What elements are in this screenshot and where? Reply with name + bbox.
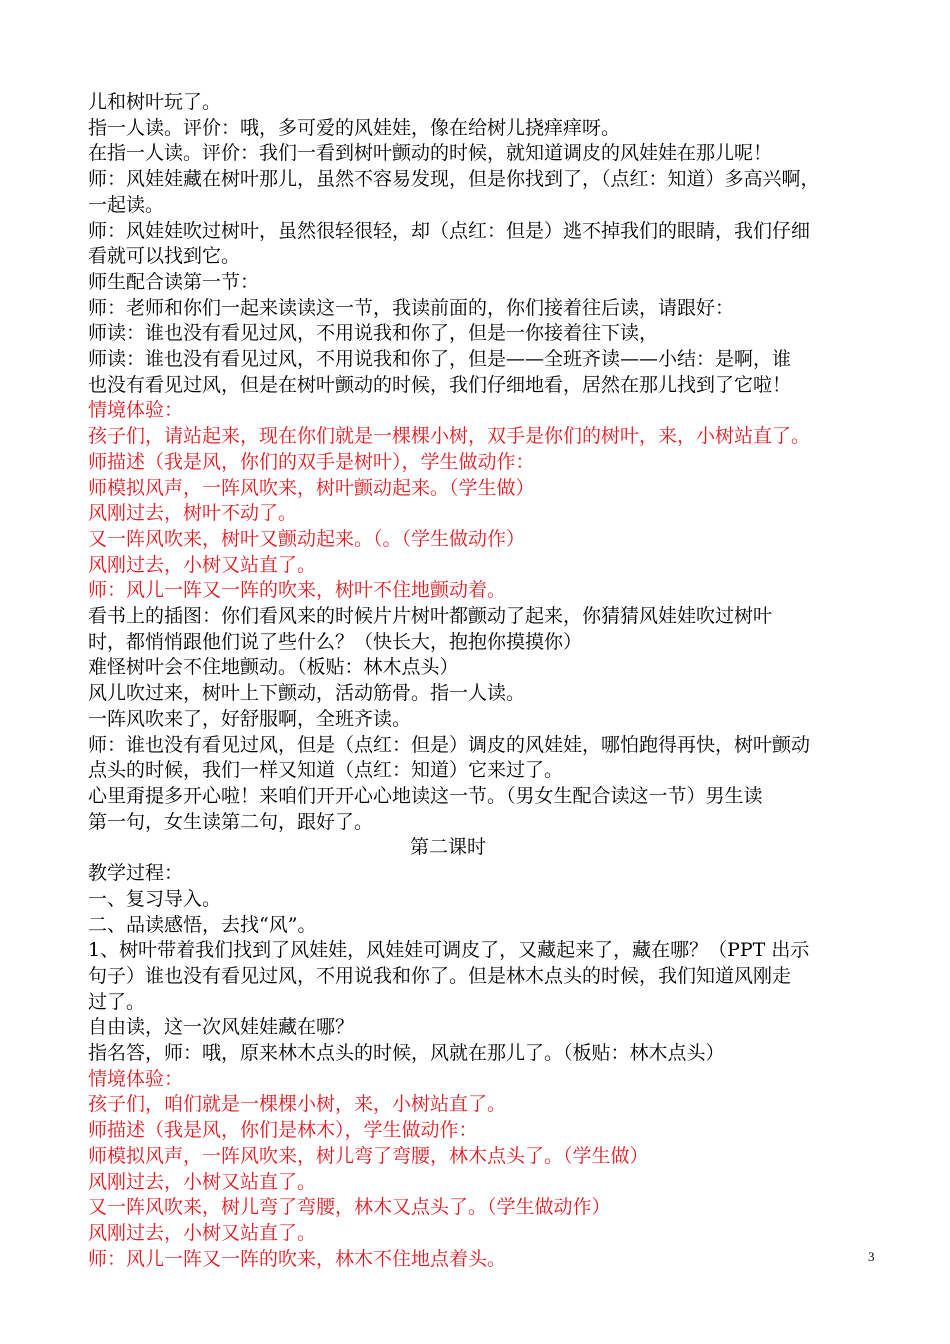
highlighted-text-line: 师描述（我是风，你们是林木），学生做动作： [88, 1119, 478, 1142]
text-line: 指名答，师：哦，原来林木点头的时候，风就在那儿了。（板贴：林木点头） [88, 1042, 725, 1065]
text-line: 风儿吹过来，树叶上下颤动，活动筋骨。指一人读。 [88, 682, 526, 705]
text-line: 时，都悄悄跟他们说了些什么？（快长大，抱抱你摸摸你） [88, 630, 583, 653]
highlighted-text-line: 风刚过去，小树又站直了。 [88, 1170, 317, 1193]
text-line: 看书上的插图：你们看风来的时候片片树叶都颤动了起来，你猜猜风娃娃吹过树叶 [88, 605, 773, 628]
highlighted-text-line: 风刚过去，小树又站直了。 [88, 553, 317, 576]
text-line: 也没有看见过风，但是在树叶颤动的时候，我们仔细地看，居然在那儿找到了它啦！ [88, 373, 792, 396]
highlighted-text-line: 师：风儿一阵又一阵的吹来，树叶不住地颤动着。 [88, 579, 507, 602]
text-line: 师生配合读第一节： [88, 270, 260, 293]
text-line: 第一句，女生读第二句，跟好了。 [88, 810, 374, 833]
highlighted-text-line: 又一阵风吹来，树儿弯了弯腰，林木又点头了。（学生做动作） [88, 1196, 611, 1219]
text-line: 师：老师和你们一起来读读这一节，我读前面的，你们接着往后读，请跟好： [88, 296, 735, 319]
text-line: 看就可以找到它。 [88, 245, 241, 268]
text-line: 二、品读感悟，去找“风”。 [88, 913, 317, 936]
text-line: 句子）谁也没有看见过风，不用说我和你了。但是林木点头的时候，我们知道风刚走 [88, 964, 792, 987]
document-body [88, 90, 898, 1272]
highlighted-text-line: 师描述（我是风，你们的双手是树叶），学生做动作： [88, 450, 535, 473]
highlighted-text-line: 师：风儿一阵又一阵的吹来，林木不住地点着头。 [88, 1247, 507, 1270]
highlighted-text-line: 孩子们，咱们就是一棵棵小树，来，小树站直了。 [88, 1093, 507, 1116]
highlighted-text-line: 孩子们，请站起来，现在你们就是一棵棵小树，双手是你们的树叶，来，小树站直了。 [88, 425, 811, 448]
text-line: 师读：谁也没有看见过风，不用说我和你了，但是——全班齐读——小结：是啊，谁 [88, 348, 792, 371]
text-line: 一起读。 [88, 193, 165, 216]
highlighted-text-line: 师模拟风声，一阵风吹来，树叶颤动起来。（学生做） [88, 476, 535, 499]
text-line: 1、树叶带着我们找到了风娃娃，风娃娃可调皮了，又藏起来了，藏在哪？（PPT 出示 [88, 939, 810, 962]
text-line: 儿和树叶玩了。 [88, 91, 222, 113]
highlighted-text-line: 情境体验： [88, 399, 184, 422]
highlighted-text-line: 风刚过去，小树又站直了。 [88, 1221, 317, 1244]
page-number: 3 [868, 1249, 875, 1264]
text-line: 师读：谁也没有看见过风，不用说我和你了，但是一你接着往下读， [88, 322, 659, 345]
text-line: 自由读，这一次风娃娃藏在哪？ [88, 1016, 355, 1039]
highlighted-text-line: 情境体验： [88, 1067, 184, 1090]
text-line: 教学过程： [88, 862, 184, 885]
text-line: 一阵风吹来了，好舒服啊，全班齐读。 [88, 707, 412, 730]
highlighted-text-line: 师模拟风声，一阵风吹来，树儿弯了弯腰，林木点头了。（学生做） [88, 1144, 649, 1167]
text-line: 过了。 [88, 990, 146, 1013]
text-line: 在指一人读。评价：我们一看到树叶颤动的时候，就知道调皮的风娃娃在那儿呢！ [88, 142, 773, 165]
text-line: 一、复习导入。 [88, 887, 222, 910]
text-line: 心里甭提多开心啦！来咱们开开心心地读这一节。（男女生配合读这一节）男生读 [88, 784, 763, 807]
text-line: 师：风娃娃藏在树叶那儿，虽然不容易发现，但是你找到了，（点红：知道）多高兴啊， [88, 168, 820, 191]
text-line: 难怪树叶会不住地颤动。（板贴：林木点头） [88, 656, 459, 679]
highlighted-text-line: 又一阵风吹来，树叶又颤动起来。（。（学生做动作） [88, 527, 526, 550]
text-line: 师：风娃娃吹过树叶，虽然很轻很轻，却（点红：但是）逃不掉我们的眼睛，我们仔细 [88, 219, 811, 242]
text-line: 点头的时候，我们一样又知道（点红：知道）它来过了。 [88, 759, 564, 782]
section-heading: 第二课时 [409, 836, 486, 859]
highlighted-text-line: 风刚过去，树叶不动了。 [88, 502, 298, 525]
text-line: 指一人读。评价：哦，多可爱的风娃娃，像在给树儿挠痒痒呀。 [88, 116, 621, 139]
text-line: 师：谁也没有看见过风，但是（点红：但是）调皮的风娃娃，哪怕跑得再快，树叶颤动 [88, 733, 811, 756]
